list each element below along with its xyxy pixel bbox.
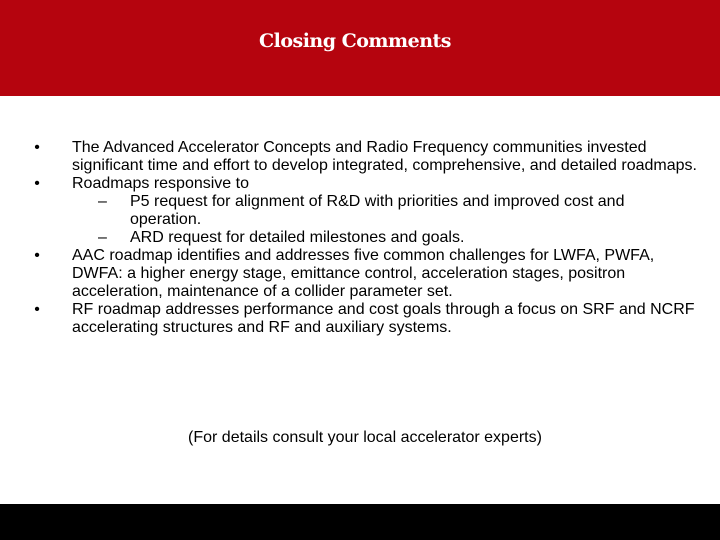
bullet-item <box>30 301 700 337</box>
sub-bullet-item <box>30 193 700 229</box>
slide-title: Closing Comments <box>258 30 452 52</box>
title-banner <box>0 0 720 96</box>
bullet-item <box>30 175 700 193</box>
bullet-marker: • <box>34 247 40 264</box>
bullet-marker: • <box>34 301 40 318</box>
sub-bullet-item <box>30 229 700 247</box>
bullet-text: The Advanced Accelerator Concepts and Radio Frequency communities invested significant time and effort to develop integrated, comprehensive, and detailed roadmaps. <box>72 139 697 174</box>
sub-bullet-text: P5 request for alignment of R&D with priorities and improved cost and operation. <box>130 193 625 228</box>
footer-bar <box>0 504 720 540</box>
bullet-text: AAC roadmap identifies and addresses five common challenges for LWFA, PWFA, DWFA: a higher energy stage, emittance control, acceleration stages, positron acceleration, maintenance of a collider parameter set. <box>72 247 655 300</box>
bullet-marker: • <box>34 139 40 156</box>
bullet-marker: • <box>34 175 40 192</box>
sub-bullet-text: ARD request for detailed milestones and goals. <box>130 229 465 246</box>
slide-body <box>30 139 700 337</box>
sub-bullet-marker: – <box>98 193 107 210</box>
sub-bullet-marker: – <box>98 229 107 246</box>
bullet-item <box>30 247 700 301</box>
bullet-text: Roadmaps responsive to <box>72 175 249 192</box>
bullet-item <box>30 139 700 175</box>
closing-note: (For details consult your local accelerator experts) <box>188 429 542 446</box>
bullet-text: RF roadmap addresses performance and cost goals through a focus on SRF and NCRF accelerating structures and RF and auxiliary systems. <box>72 301 695 336</box>
